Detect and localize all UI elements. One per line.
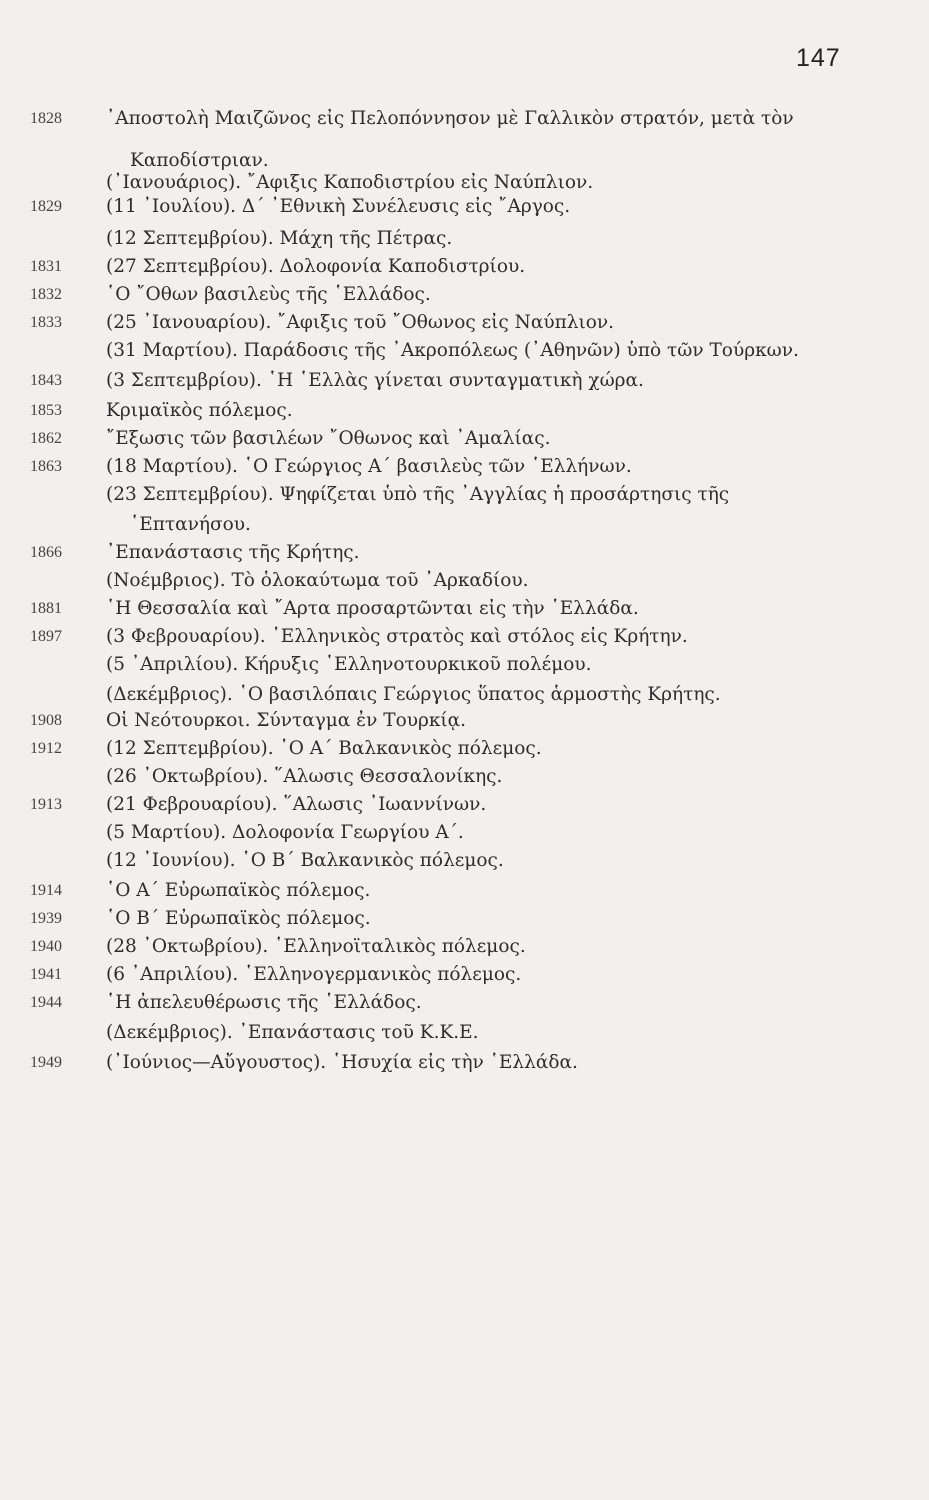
entry-text: (28 ᾿Οκτωβρίου). ῾Ελληνοϊταλικὸς πόλεμος. xyxy=(106,936,526,957)
entry-text: (23 Σεπτεμβρίου). Ψηφίζεται ὑπὸ τῆς ᾿Αγγλίας ἡ προσάρτησις τῆς xyxy=(106,484,730,505)
entry-text: (5 ᾿Απριλίου). Κήρυξις ῾Ελληνοτουρκικοῦ πολέμου. xyxy=(106,654,592,675)
entry-text: ῾Ο Α΄ Εὐρωπαϊκὸς πόλεμος. xyxy=(106,880,371,901)
entry-text: (12 Σεπτεμβρίου). ῾Ο Α΄ Βαλκανικὸς πόλεμος. xyxy=(106,738,542,759)
entry-year: 1912 xyxy=(30,740,62,757)
entry-text: (3 Σεπτεμβρίου). ῾Η ῾Ελλὰς γίνεται συνταγματικὴ χώρα. xyxy=(106,370,644,391)
entry-text: (11 ᾿Ιουλίου). Δ΄ ᾿Εθνικὴ Συνέλευσις εἰς ῎Αργος. xyxy=(106,196,571,217)
entry-year: 1913 xyxy=(30,796,62,813)
entry-text: (18 Μαρτίου). ῾Ο Γεώργιος Α΄ βασιλεὺς τῶν ῾Ελλήνων. xyxy=(106,456,632,477)
entry-year: 1908 xyxy=(30,712,62,729)
entry-year: 1949 xyxy=(30,1054,62,1071)
entry-text: (31 Μαρτίου). Παράδοσις τῆς ᾿Ακροπόλεως (᾿Αθηνῶν) ὑπὸ τῶν Τούρκων. xyxy=(106,340,799,361)
entry-year: 1828 xyxy=(30,110,62,127)
entry-year: 1831 xyxy=(30,258,62,275)
entry-text: ῾Ο ῎Οθων βασιλεὺς τῆς ῾Ελλάδος. xyxy=(106,284,431,305)
entry-text: ῎Εξωσις τῶν βασιλέων ῎Οθωνος καὶ ᾿Αμαλίας. xyxy=(106,428,551,449)
entry-text: (Δεκέμβριος). ᾿Επανάστασις τοῦ Κ.Κ.Ε. xyxy=(106,1022,479,1043)
entry-text: ῾Επτανήσου. xyxy=(130,514,251,535)
entry-year: 1881 xyxy=(30,600,62,617)
entry-year: 1862 xyxy=(30,430,62,447)
entry-year: 1897 xyxy=(30,628,62,645)
entry-text: (Νοέμβριος). Τὸ ὁλοκαύτωμα τοῦ ᾿Αρκαδίου. xyxy=(106,570,529,591)
page-number: 147 xyxy=(796,44,841,72)
entry-text: Καποδίστριαν. xyxy=(130,150,269,171)
entry-text: ῾Ο Β΄ Εὐρωπαϊκὸς πόλεμος. xyxy=(106,908,371,929)
entry-year: 1866 xyxy=(30,544,62,561)
entry-text: ῾Η ἀπελευθέρωσις τῆς ῾Ελλάδος. xyxy=(106,992,422,1013)
entry-year: 1833 xyxy=(30,314,62,331)
entry-text: (27 Σεπτεμβρίου). Δολοφονία Καποδιστρίου. xyxy=(106,256,526,277)
entry-text: (12 ᾿Ιουνίου). ῾Ο Β΄ Βαλκανικὸς πόλεμος. xyxy=(106,850,504,871)
entry-text: (Δεκέμβριος). ῾Ο βασιλόπαις Γεώργιος ὕπατος ἁρμοστὴς Κρήτης. xyxy=(106,684,721,705)
entry-text: (6 ᾿Απριλίου). ῾Ελληνογερμανικὸς πόλεμος. xyxy=(106,964,522,985)
entry-text: Κριμαϊκὸς πόλεμος. xyxy=(106,400,293,421)
entry-text: (21 Φεβρουαρίου). ῞Αλωσις ᾿Ιωαννίνων. xyxy=(106,794,487,815)
entry-text: (25 ᾿Ιανουαρίου). ῎Αφιξις τοῦ ῎Οθωνος εἰς Ναύπλιον. xyxy=(106,312,614,333)
entry-text: (᾿Ιανουάριος). ῎Αφιξις Καποδιστρίου εἰς Ναύπλιον. xyxy=(106,172,594,193)
entry-year: 1843 xyxy=(30,372,62,389)
entry-year: 1829 xyxy=(30,198,62,215)
entry-text: (3 Φεβρουαρίου). ῾Ελληνικὸς στρατὸς καὶ στόλος εἰς Κρήτην. xyxy=(106,626,688,647)
entry-year: 1914 xyxy=(30,882,62,899)
entry-year: 1832 xyxy=(30,286,62,303)
entry-text: (12 Σεπτεμβρίου). Μάχη τῆς Πέτρας. xyxy=(106,228,453,249)
entry-text: ᾿Αποστολὴ Μαιζῶνος εἰς Πελοπόννησον μὲ Γαλλικὸν στρατόν, μετὰ τὸν xyxy=(106,108,794,129)
entry-text: ῾Η Θεσσαλία καὶ ῎Αρτα προσαρτῶνται εἰς τὴν ῾Ελλάδα. xyxy=(106,598,639,619)
entry-text: (5 Μαρτίου). Δολοφονία Γεωργίου Α΄. xyxy=(106,822,464,843)
entry-year: 1941 xyxy=(30,966,62,983)
entry-year: 1939 xyxy=(30,910,62,927)
entry-year: 1940 xyxy=(30,938,62,955)
entry-text: Οἱ Νεότουρκοι. Σύνταγμα ἐν Τουρκίᾳ. xyxy=(106,710,467,731)
entry-text: (26 ᾿Οκτωβρίου). ῞Αλωσις Θεσσαλονίκης. xyxy=(106,766,503,787)
entry-year: 1944 xyxy=(30,994,62,1011)
entry-year: 1863 xyxy=(30,458,62,475)
entry-year: 1853 xyxy=(30,402,62,419)
entry-text: (᾿Ιούνιος—Αὔγουστος). ῾Ησυχία εἰς τὴν ῾Ελλάδα. xyxy=(106,1052,578,1073)
entry-text: ᾿Επανάστασις τῆς Κρήτης. xyxy=(106,542,360,563)
